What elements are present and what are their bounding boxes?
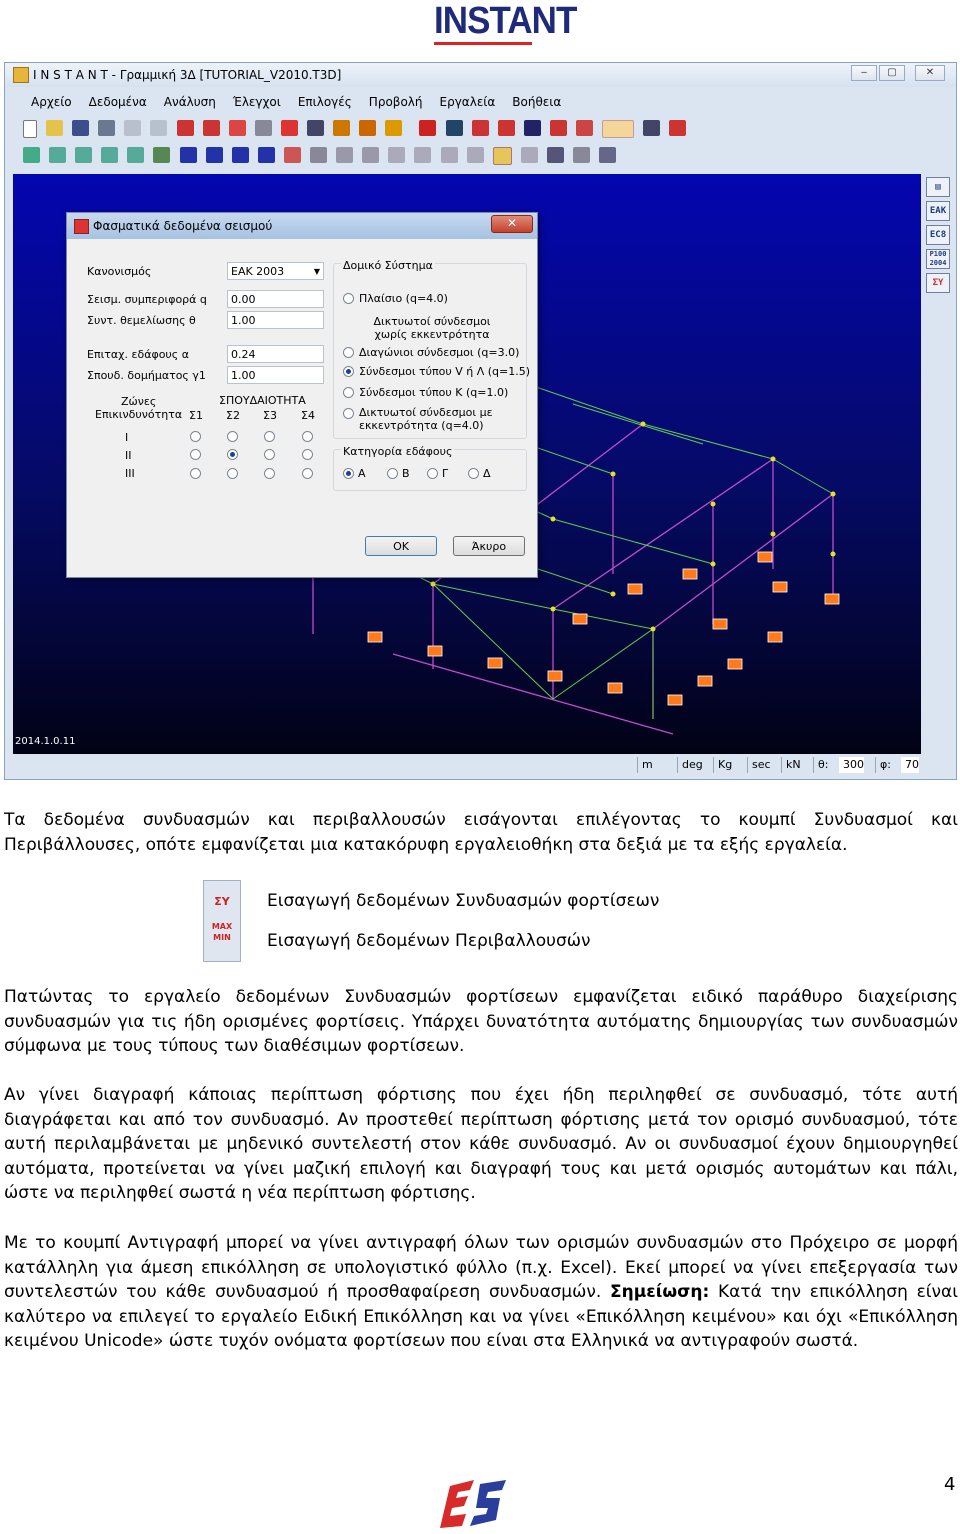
- radio-zone2-s3[interactable]: [264, 449, 275, 460]
- theta-value[interactable]: 300: [839, 757, 864, 773]
- radio-zone1-s4[interactable]: [302, 431, 313, 442]
- coords-icon[interactable]: [359, 120, 376, 136]
- radio-k-bracing[interactable]: [343, 387, 354, 398]
- option-frame: Πλαίσιο (q=4.0): [359, 292, 448, 305]
- version-label: 2014.1.0.11: [15, 736, 76, 747]
- option-eccentric: Δικτυωτοί σύνδεσμοι με εκκεντρότητα (q=4.0): [359, 406, 493, 432]
- max-min-icon: MAX MIN: [211, 922, 233, 942]
- view-icon[interactable]: [307, 120, 324, 136]
- view-side-icon[interactable]: [75, 147, 92, 163]
- phi-value[interactable]: 70: [901, 757, 919, 773]
- window-titlebar: [5, 63, 956, 87]
- zone-row-2: II: [125, 449, 132, 462]
- window-title: I N S T A N T - Γραμμική 3Δ [TUTORIAL_V2010.T3D]: [33, 68, 342, 82]
- member-icon[interactable]: [310, 147, 327, 163]
- radio-v-bracing[interactable]: [343, 366, 354, 377]
- layers-icon[interactable]: [599, 147, 616, 163]
- save-icon[interactable]: [72, 120, 89, 136]
- unit-length: m: [637, 757, 653, 773]
- field-label-a: Επιταχ. εδάφους α: [87, 348, 189, 361]
- ec8-button[interactable]: EC8: [926, 225, 950, 245]
- q-input[interactable]: 0.00: [227, 290, 324, 308]
- load-icon[interactable]: [498, 120, 515, 136]
- axis-icon[interactable]: [388, 147, 405, 163]
- view-iso-icon[interactable]: [127, 147, 144, 163]
- snap-icon[interactable]: [467, 147, 484, 163]
- importance-label: ΣΠΟΥΔΑΙΟΤΗΤΑ: [219, 394, 306, 407]
- select-icon[interactable]: [493, 147, 512, 165]
- toolbar-bottom: [21, 145, 721, 167]
- logo-text: INSTANT: [434, 0, 577, 42]
- code-select[interactable]: [227, 262, 324, 280]
- combination-data-icon[interactable]: [643, 120, 660, 136]
- importance-col-2: Σ2: [226, 409, 240, 422]
- save-view-icon[interactable]: [547, 147, 564, 163]
- option-k-bracing: Σύνδεσμοι τύπου K (q=1.0): [359, 386, 509, 399]
- unit-angle: deg: [677, 757, 703, 773]
- combination-icon: ΣΥ: [214, 895, 230, 908]
- radio-zone3-s4[interactable]: [302, 468, 313, 479]
- open-folder-icon[interactable]: [46, 120, 63, 136]
- es-logo-mark: [440, 1476, 510, 1530]
- dimension-icon[interactable]: [414, 147, 431, 163]
- option-diagonal: Διαγώνιοι σύνδεσμοι (q=3.0): [359, 346, 520, 359]
- node-icon[interactable]: [284, 147, 301, 163]
- support-icon[interactable]: [472, 120, 489, 136]
- phi-label: φ:: [875, 757, 891, 773]
- option-v-bracing: Σύνδεσμοι τύπου V ή Λ (q=1.5): [359, 365, 531, 378]
- note-label: Σημείωση:: [610, 1282, 710, 1302]
- paragraph-intro: Τα δεδομένα συνδυασμών και περιβαλλουσών εισάγονται επιλέγοντας το κουμπί Συνδυασμοί και Περιβάλλουσες, οπότε εμφανίζεται μια κατακόρυφη εργαλειοθήκη στα δεξιά με τα εξής εργαλεία.: [4, 810, 958, 855]
- load-view-icon[interactable]: [573, 147, 590, 163]
- settings-icon[interactable]: [333, 120, 350, 136]
- menu-tools[interactable]: Εργαλεία: [439, 95, 496, 109]
- radio-soil-c[interactable]: [427, 468, 438, 479]
- section-icon[interactable]: [446, 120, 463, 136]
- chevron-down-icon: ▼: [313, 267, 320, 276]
- zone-row-1: I: [125, 431, 129, 444]
- menu-data[interactable]: Δεδομένα: [88, 95, 147, 109]
- importance-col-3: Σ3: [263, 409, 277, 422]
- paragraph-copy-text: Με το κουμπί Αντιγραφή μπορεί να γίνει αντιγραφή όλων των ορισμών συνδυασμών στο Πρόχειρο σε μορφή κατάλληλη για άμεση επικόλληση σε υπολογιστικό φύλλο (π.χ. Excel). Εκεί μπορεί να γίνει επεξεργασία των συντελεστών του κάθε συνδυασμού ή προσθαφαίρεση συνδυασμών.: [4, 1233, 958, 1302]
- zone-row-3: III: [125, 467, 135, 480]
- menu-analysis[interactable]: Ανάλυση: [163, 95, 216, 109]
- paragraph-copy-note: Κατά την επικόλληση είναι καλύτερο να επιλεγεί το εργαλείο Ειδική Επικόλληση και να γίνει «Επικόλληση κειμένου» και όχι «Επικόλληση κειμένου Unicode» ώστε τυχόν ονόματα φορτίσεων που είναι στα Ελληνικά να αντιγραφούν σωστά.: [4, 1282, 958, 1351]
- dialog-titlebar: [67, 213, 537, 239]
- importance-col-1: Σ1: [189, 409, 203, 422]
- measure-icon[interactable]: [385, 120, 402, 136]
- dialog-close-button[interactable]: ✕: [491, 215, 533, 233]
- close-button[interactable]: ✕: [915, 65, 945, 81]
- field-label-gamma: Σπουδ. δομήματος γ1: [87, 369, 206, 382]
- paragraph-deletion: Αν γίνει διαγραφή κάποιας περίπτωση φόρτισης που έχει ήδη περιληφθεί σε συνδυασμό, τότε αυτή διαγράφεται και από τον συνδυασμό. Αν προστεθεί περίπτωση φόρτισης μετά τον ορισμό συνδυασμού, τότε αυτή περιλαμβάνεται με μηδενικό συντελεστή στον κάθε συνδυασμό. Αν οι συνδυασμοί έχουν δημιουργηθεί αυτόματα, προτείνεται να γίνει μαζική επιλογή και διαγραφή τους και μετά ορισμός αυτομάτων και πάλι, ώστε να περιληφθεί σωστά η νέα περίπτωση φόρτισης.: [4, 1085, 958, 1203]
- wall-icon[interactable]: [362, 147, 379, 163]
- radio-zone3-s1[interactable]: [190, 468, 201, 479]
- view-top-icon[interactable]: [101, 147, 118, 163]
- arrow-down-icon[interactable]: [258, 147, 275, 163]
- view-front-icon[interactable]: [49, 147, 66, 163]
- radio-zone1-s2[interactable]: [227, 431, 238, 442]
- soil-d-label: Δ: [483, 467, 491, 480]
- zones-label: Ζώνες: [121, 395, 157, 408]
- unit-time: sec: [747, 757, 771, 773]
- seismic-spectrum-dialog: [66, 212, 538, 578]
- es-logo: [440, 1476, 510, 1530]
- radio-zone3-s2[interactable]: [227, 468, 238, 479]
- deselect-icon[interactable]: [521, 147, 538, 163]
- soil-c-label: Γ: [442, 467, 449, 480]
- spectrum-icon[interactable]: [550, 120, 567, 136]
- radio-eccentric[interactable]: [343, 408, 354, 419]
- redo-icon[interactable]: [150, 120, 167, 136]
- soil-category-title: Κατηγορία εδάφους: [343, 445, 453, 458]
- hazard-label: Επικινδυνότητα: [95, 408, 183, 421]
- panel-icon[interactable]: ▤: [926, 177, 950, 197]
- gamma-input[interactable]: 1.00: [227, 366, 324, 384]
- soil-a-label: Α: [358, 467, 366, 480]
- radio-zone2-s2[interactable]: [227, 449, 238, 460]
- zoom-extents-icon[interactable]: [229, 120, 246, 136]
- radio-zone2-s4[interactable]: [302, 449, 313, 460]
- theta-input[interactable]: 1.00: [227, 311, 324, 329]
- zoom-out-icon[interactable]: [203, 120, 220, 136]
- field-label-q: Σεισμ. συμπεριφορά q: [87, 293, 207, 306]
- dialog-icon: [74, 219, 89, 234]
- page-number: 4: [944, 1474, 956, 1495]
- paragraph-copy: [4, 1231, 958, 1354]
- menu-view[interactable]: Προβολή: [368, 95, 423, 109]
- toolbar-top: [21, 118, 721, 140]
- importance-col-4: Σ4: [301, 409, 315, 422]
- combination-tool-icon[interactable]: ΣΥ: [926, 273, 950, 293]
- code-label: Κανονισμός: [87, 265, 152, 278]
- combinations-icon[interactable]: [602, 120, 634, 138]
- menu-options[interactable]: Επιλογές: [297, 95, 352, 109]
- paragraph-combinations: Πατώντας το εργαλείο δεδομένων Συνδυασμών φορτίσεων εμφανίζεται ειδικό παράθυρο διαχείρισης συνδυασμών για τις ήδη ορισμένες φορτίσεις. Υπάρχει δυνατότητα αυτόματης δημιουργίας των συνδυασμών σύμφωνα με τους τύπους των διαθέσιμων φορτίσεων.: [4, 987, 958, 1056]
- eak-button[interactable]: ΕΑΚ: [926, 201, 950, 221]
- soil-b-label: Β: [402, 467, 410, 480]
- structural-system-title: Δομικό Σύστημα: [343, 259, 433, 272]
- ok-button[interactable]: OK: [365, 536, 437, 556]
- code-select-value: ΕΑΚ 2003: [231, 265, 285, 278]
- radio-zone2-s1[interactable]: [190, 449, 201, 460]
- maximize-button[interactable]: ▢: [879, 65, 905, 81]
- theta-label: θ:: [813, 757, 828, 773]
- radio-soil-d[interactable]: [468, 468, 479, 479]
- accel-input[interactable]: 0.24: [227, 345, 324, 363]
- rotate-icon[interactable]: [281, 120, 298, 136]
- slab-icon[interactable]: [336, 147, 353, 163]
- subheading-concentric: Δικτυωτοί σύνδεσμοι χωρίς εκκεντρότητα: [373, 315, 491, 341]
- view-3d-icon[interactable]: [23, 147, 40, 163]
- p100-button[interactable]: P100 2004: [926, 249, 950, 269]
- app-icon: [13, 67, 29, 83]
- radio-frame[interactable]: [343, 293, 354, 304]
- node-load-icon[interactable]: [524, 120, 541, 136]
- radio-soil-b[interactable]: [387, 468, 398, 479]
- zoom-in-icon[interactable]: [177, 120, 194, 136]
- radio-zone1-s1[interactable]: [190, 431, 201, 442]
- combinations-toolbar-image: [203, 880, 241, 962]
- right-toolbar: [923, 174, 951, 304]
- new-file-icon[interactable]: [23, 120, 37, 138]
- filter-icon[interactable]: [153, 147, 170, 163]
- minimize-button[interactable]: ‒: [851, 65, 877, 81]
- instant-logo: [434, 0, 577, 46]
- pan-icon[interactable]: [255, 120, 272, 136]
- status-bar: [13, 755, 949, 775]
- radio-soil-a[interactable]: [343, 468, 354, 479]
- unit-mass: Kg: [713, 757, 732, 773]
- radio-diagonal[interactable]: [343, 347, 354, 358]
- radio-zone1-s3[interactable]: [264, 431, 275, 442]
- field-label-theta: Συντ. θεμελίωσης θ: [87, 314, 196, 327]
- menu-file[interactable]: Αρχείο: [31, 95, 72, 109]
- menu-checks[interactable]: Έλεγχοι: [232, 95, 281, 109]
- frame-icon[interactable]: [419, 120, 436, 136]
- arrow-right-icon[interactable]: [206, 147, 223, 163]
- unit-force: kN: [781, 757, 801, 773]
- logo-underline: [434, 42, 532, 45]
- grid-icon[interactable]: [441, 147, 458, 163]
- undo-icon[interactable]: [124, 120, 141, 136]
- print-icon[interactable]: [98, 120, 115, 136]
- envelope-data-icon[interactable]: [669, 120, 686, 136]
- arrow-up-icon[interactable]: [232, 147, 249, 163]
- mode-icon[interactable]: [576, 120, 593, 136]
- menu-help[interactable]: Βοήθεια: [512, 95, 562, 109]
- radio-zone3-s3[interactable]: [264, 468, 275, 479]
- dialog-title: Φασματικά δεδομένα σεισμού: [93, 219, 273, 233]
- tool-combinations-label: Εισαγωγή δεδομένων Συνδυασμών φορτίσεων: [267, 891, 660, 911]
- tool-envelopes-label: Εισαγωγή δεδομένων Περιβαλλουσών: [267, 931, 591, 951]
- menu-bar: [11, 91, 949, 113]
- arrow-left-icon[interactable]: [180, 147, 197, 163]
- cancel-button[interactable]: Άκυρο: [453, 536, 525, 556]
